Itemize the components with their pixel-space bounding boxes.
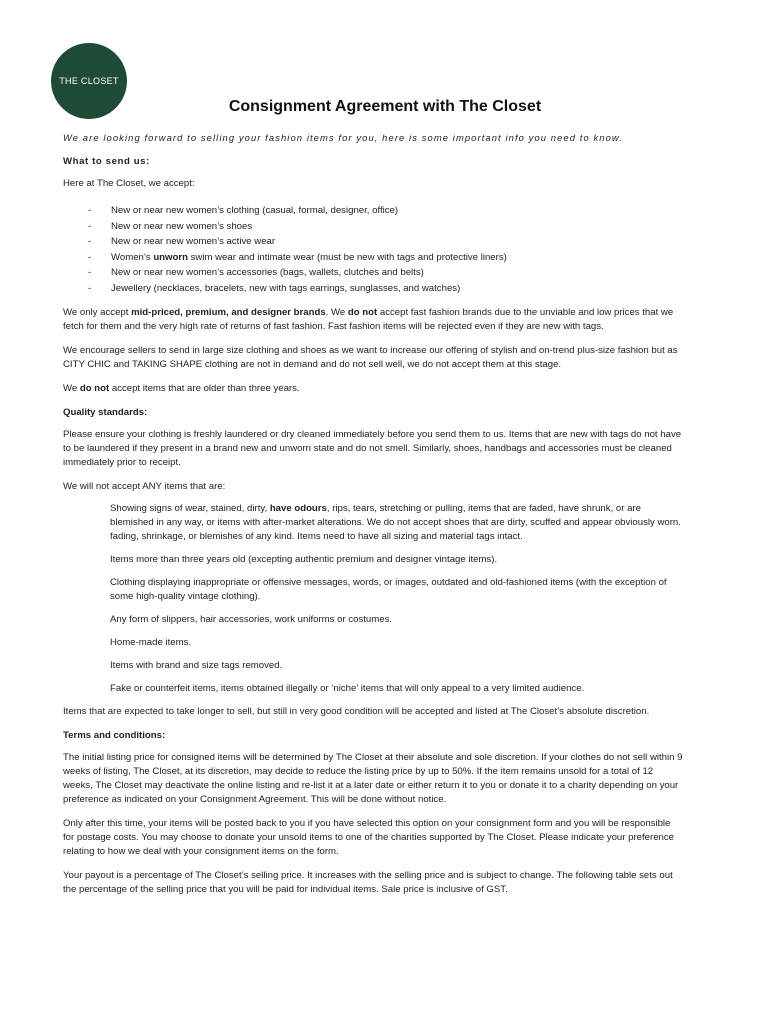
plus-size-paragraph: We encourage sellers to send in large size clothing and shoes as we want to increase our offering of stylish and on-trend plus-size fashion but as CITY CHIC and TAKING SHAPE clothing are not in demand and do not sell well, we do not accept them at this stage. bbox=[63, 345, 678, 370]
terms-paragraph-1: The initial listing price for consigned items will be determined by The Closet at their absolute and sole discretion. If your clothes do not sell within 9 weeks of listing, The Closet, at its discretion, may decide to reduce the listing price by up to 50%. If the item remains unsold for a total of 12 weeks, The Closet may deactivate the online listing and re-list it at a later date or either return it to you or donate it to a charity depending on your preference as indicated on your Consignment Agreement. This will be done without notice. bbox=[63, 752, 683, 805]
terms-paragraph-3: Your payout is a percentage of The Closet’s selling price. It increases with the selling price and is subject to change. The following table sets out the percentage of the selling price that you will be paid for individual items. Sale price is inclusive of GST. bbox=[63, 870, 673, 895]
age-paragraph: We do not accept items that are older than three years. bbox=[63, 383, 300, 394]
rejected-items-list bbox=[63, 502, 683, 696]
brands-paragraph: We only accept mid-priced, premium, and designer brands. We do not accept fast fashion brands due to the unviable and low prices that we fetch for them and the very high rate of returns of fast fashion. Fast fashion items will be rejected even if they are new with tags. bbox=[63, 307, 674, 332]
list-item: - New or near new women’s clothing (casual, formal, designer, office) bbox=[63, 203, 683, 219]
list-item: Showing signs of wear, stained, dirty, have odours, rips, tears, stretching or pulling, items that are faded, have shrunk, or are blemished in any way, or items with after-market alterations. We do not accept shoes that are dirty, scuffed and appear obviously worn. fading, shrinkage, or blemishes of any kind. Items need to have all sizing and material tags intact. bbox=[110, 503, 681, 542]
quality-paragraph: Please ensure your clothing is freshly laundered or dry cleaned immediately before you send them to us. Items that are new with tags do not have to be laundered if they present in a brand new and unworn state and do not smell. Similarly, shoes, handbags and accessories must be cleaned immediately prior to receipt. bbox=[63, 429, 682, 468]
list-item: Clothing displaying inappropriate or offensive messages, words, or images, outdated and old-fashioned items (with the exception of some high-quality vintage clothing). bbox=[110, 577, 667, 602]
list-item: - New or near new women’s active wear bbox=[63, 234, 683, 250]
list-item: - Women’s unworn swim wear and intimate wear (must be new with tags and protective liners) bbox=[63, 250, 683, 266]
logo-text: THE CLOSET bbox=[59, 76, 119, 86]
accepted-items-list bbox=[63, 203, 683, 296]
list-item: Items with brand and size tags removed. bbox=[110, 660, 283, 671]
quality-heading: Quality standards: bbox=[63, 407, 148, 418]
list-item: Fake or counterfeit items, items obtained illegally or ‘niche’ items that will only appeal to a very limited audience. bbox=[110, 683, 585, 694]
rejects-lead: We will not accept ANY items that are: bbox=[63, 481, 226, 492]
terms-heading: Terms and conditions: bbox=[63, 730, 166, 741]
intro-text: We are looking forward to selling your fashion items for you, here is some important info you need to know. bbox=[63, 132, 623, 143]
page-title: Consignment Agreement with The Closet bbox=[228, 98, 542, 115]
what-to-send-lead: Here at The Closet, we accept: bbox=[63, 178, 195, 189]
document-body bbox=[63, 131, 683, 897]
terms-paragraph-2: Only after this time, your items will be posted back to you if you have selected this option on your consignment form and you will be responsible for postage costs. You may choose to donate your unsold items to one of the charities supported by The Closet. Please indicate your preference relating to how we deal with your consignment items on the form. bbox=[63, 818, 674, 857]
list-item: - New or near new women’s accessories (bags, wallets, clutches and belts) bbox=[63, 265, 683, 281]
list-item: - Jewellery (necklaces, bracelets, new with tags earrings, sunglasses, and watches) bbox=[63, 281, 683, 297]
list-item: Items more than three years old (excepting authentic premium and designer vintage items). bbox=[110, 554, 498, 565]
list-item: Any form of slippers, hair accessories, work uniforms or costumes. bbox=[110, 614, 393, 625]
what-to-send-heading: What to send us: bbox=[63, 156, 150, 167]
list-item: Home-made items. bbox=[110, 637, 192, 648]
discretion-paragraph: Items that are expected to take longer to sell, but still in very good condition will be accepted and listed at The Closet’s absolute discretion. bbox=[63, 706, 650, 717]
list-item: - New or near new women’s shoes bbox=[63, 219, 683, 235]
